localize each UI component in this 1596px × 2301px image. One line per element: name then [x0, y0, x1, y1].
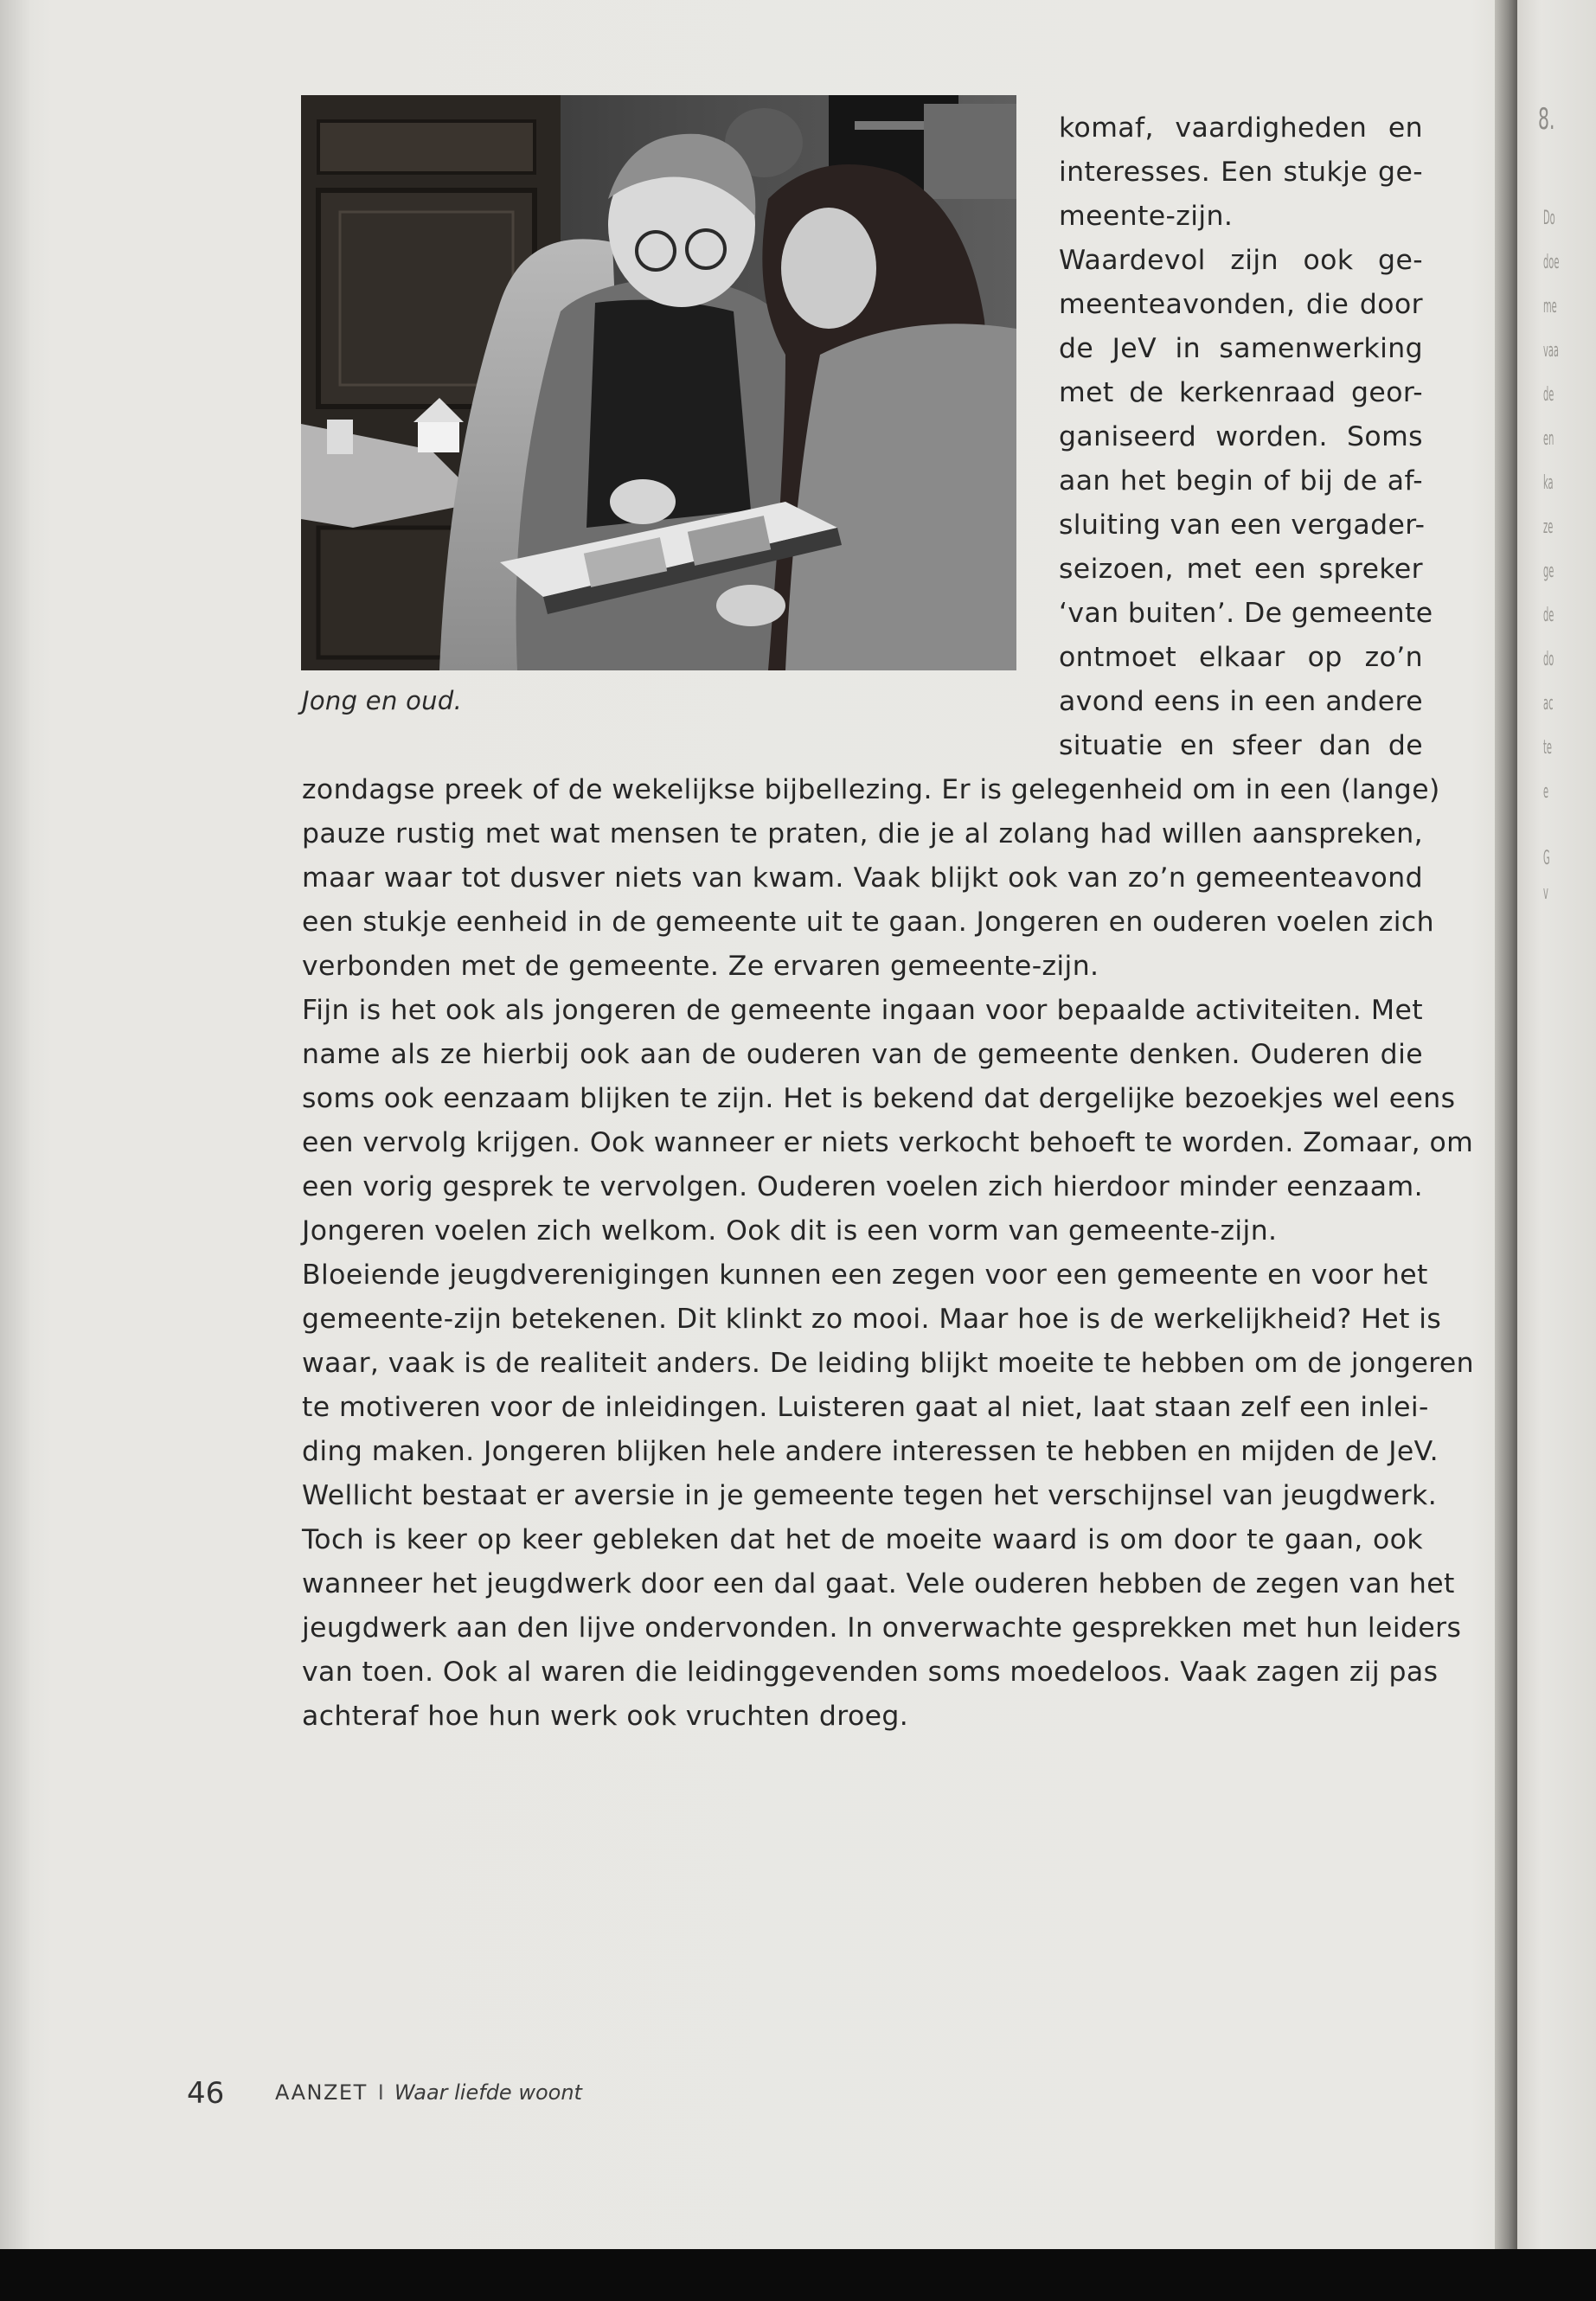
facing-page-fragment: vaa	[1543, 340, 1559, 362]
body-line: Toch is keer op keer gebleken dat het de moeite waard is om door te gaan, ook	[302, 1524, 1423, 1555]
column-line: meenteavonden, die door	[1059, 289, 1423, 320]
photo-jong-en-oud	[301, 95, 1016, 670]
facing-page-fragment: v	[1543, 882, 1548, 904]
facing-page-fragment: ka	[1543, 472, 1554, 494]
facing-page-fragment: e	[1543, 781, 1549, 803]
column-line: komaf, vaardigheden en	[1059, 112, 1423, 144]
column-line: avond eens in een andere	[1059, 686, 1423, 717]
column-line: meente-zijn.	[1059, 201, 1234, 232]
body-line: gemeente-zijn betekenen. Dit klinkt zo mooi. Maar hoe is de werkelijkheid? Het is	[302, 1304, 1442, 1335]
body-line: Jongeren voelen zich welkom. Ook dit is een vorm van gemeente-zijn.	[302, 1215, 1278, 1247]
body-line: jeugdwerk aan den lijve ondervonden. In onverwachte gesprekken met hun leiders	[302, 1612, 1462, 1644]
facing-page-fragment: ge	[1543, 561, 1554, 582]
facing-page-fragment: me	[1543, 296, 1557, 317]
body-line: ding maken. Jongeren blijken hele andere interessen te hebben en mijden de JeV.	[302, 1436, 1439, 1467]
body-line: Bloeiende jeugdverenigingen kunnen een zegen voor een gemeente en voor het	[302, 1259, 1428, 1291]
body-line: Fijn is het ook als jongeren de gemeente ingaan voor bepaalde activiteiten. Met	[302, 995, 1423, 1026]
body-line: Wellicht bestaat er aversie in je gemeente tegen het verschijnsel van jeugdwerk.	[302, 1480, 1438, 1511]
column-line: aan het begin of bij de af-	[1059, 465, 1423, 497]
body-line: soms ook eenzaam blijken te zijn. Het is bekend dat dergelijke bezoekjes wel eens	[302, 1083, 1456, 1114]
body-line: een stukje eenheid in de gemeente uit te gaan. Jongeren en ouderen voelen zich	[302, 907, 1435, 938]
facing-page-fragment: Do	[1543, 208, 1555, 229]
footer-brand: AANZET	[275, 2080, 368, 2105]
column-line: seizoen, met een spreker	[1059, 554, 1423, 585]
column-line: ontmoet elkaar op zo’n	[1059, 642, 1423, 673]
column-line: interesses. Een stukje ge-	[1059, 157, 1423, 188]
photo-illustration	[301, 95, 1016, 670]
photo-caption: Jong en oud.	[302, 686, 463, 715]
body-line: maar waar tot dusver niets van kwam. Vaak blijkt ook van zo’n gemeenteavond	[302, 862, 1423, 894]
column-line: sluiting van een vergader-	[1059, 510, 1426, 541]
column-line: de JeV in samenwerking	[1059, 333, 1423, 364]
body-line: name als ze hierbij ook aan de ouderen van de gemeente denken. Ouderen die	[302, 1039, 1423, 1070]
facing-page-number: 8.	[1538, 102, 1555, 137]
column-line: Waardevol zijn ook ge-	[1059, 245, 1423, 276]
facing-page-fragment: G	[1543, 848, 1550, 869]
body-line: zondagse preek of de wekelijkse bijbellezing. Er is gelegenheid om in een (lange)	[302, 774, 1440, 805]
running-footer	[275, 2080, 582, 2105]
facing-page-fragment: do	[1543, 649, 1554, 670]
body-line: een vorig gesprek te vervolgen. Ouderen voelen zich hierdoor minder eenzaam.	[302, 1171, 1423, 1202]
body-line: te motiveren voor de inleidingen. Luisteren gaat al niet, laat staan zelf een inlei-	[302, 1392, 1429, 1423]
body-line: van toen. Ook al waren die leidinggevenden soms moedeloos. Vaak zagen zij pas	[302, 1657, 1439, 1688]
facing-page-fragment: ze	[1543, 516, 1554, 538]
facing-page-edge	[1517, 0, 1596, 2249]
facing-page-fragment: doe	[1543, 252, 1560, 273]
body-line: wanneer het jeugdwerk door een dal gaat. Vele ouderen hebben de zegen van het	[302, 1568, 1455, 1599]
body-line: een vervolg krijgen. Ook wanneer er niets verkocht behoeft te worden. Zomaar, om	[302, 1127, 1474, 1158]
book-spine-shadow	[1495, 0, 1517, 2249]
facing-page-fragment: de	[1543, 384, 1554, 406]
facing-page-fragment: de	[1543, 605, 1554, 626]
page-number: 46	[187, 2076, 225, 2111]
scan-bottom-edge	[0, 2249, 1596, 2301]
facing-page-fragment: ac	[1543, 693, 1554, 715]
facing-page-fragment: en	[1543, 428, 1554, 450]
footer-book-title: Waar liefde woont	[394, 2080, 582, 2105]
body-line: achteraf hoe hun werk ook vruchten droeg.	[302, 1701, 909, 1732]
body-line: pauze rustig met wat mensen te praten, die je al zolang had willen aanspreken,	[302, 818, 1423, 849]
column-line: met de kerkenraad geor-	[1059, 377, 1423, 408]
body-line: waar, vaak is de realiteit anders. De leiding blijkt moeite te hebben om de jongeren	[302, 1348, 1475, 1379]
facing-page-fragment: te	[1543, 737, 1552, 759]
column-line: ganiseerd worden. Soms	[1059, 421, 1423, 452]
column-line: ‘van buiten’. De gemeente	[1059, 598, 1433, 629]
footer-separator: I	[377, 2080, 384, 2105]
body-line: verbonden met de gemeente. Ze ervaren gemeente-zijn.	[302, 951, 1099, 982]
column-line: situatie en sfeer dan de	[1059, 730, 1423, 761]
